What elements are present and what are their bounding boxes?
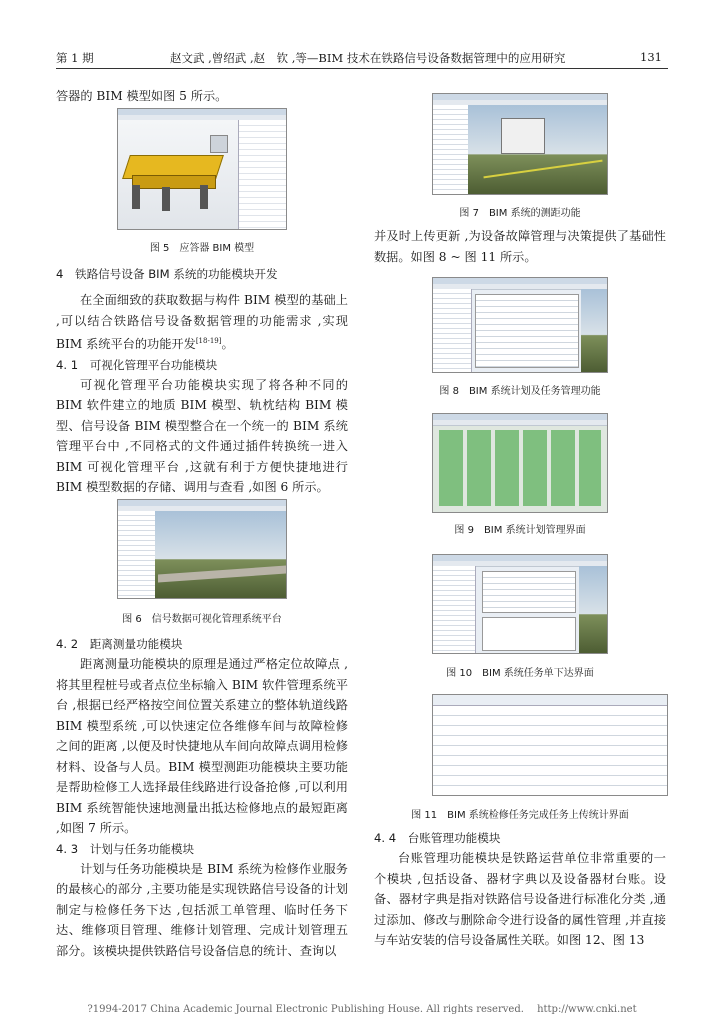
citation-ref: [18-19]	[195, 337, 222, 345]
figure-7-image	[432, 93, 608, 195]
figure-8-caption: 图 8 BIM 系统计划及任务管理功能	[439, 386, 601, 397]
figure-5-caption: 图 5 应答器 BIM 模型	[149, 243, 255, 254]
figure-11-image	[432, 694, 668, 796]
figure-6-caption: 图 6 信号数据可视化管理系统平台	[122, 614, 282, 625]
left-column	[56, 86, 348, 107]
continued-paragraph: 并及时上传更新 ,为设备故障管理与决策提供了基础性数据。如图 8 ~ 图 11 所示。	[374, 229, 666, 264]
left-column-lower	[56, 634, 348, 961]
section-4-text: 在全面细致的获取数据与构件 BIM 模型的基础上 ,可以结合铁路信号设备数据管理的功能需求 ,实现 BIM 系统平台的功能开发	[56, 293, 348, 352]
header-rule	[56, 68, 668, 69]
figure-7-caption: 图 7 BIM 系统的测距功能	[459, 208, 581, 219]
page-number: 131	[640, 50, 662, 64]
section-4-text-end: 。	[221, 337, 234, 352]
figure-10-caption: 图 10 BIM 系统任务单下达界面	[446, 668, 594, 679]
figure-9-caption: 图 9 BIM 系统计划管理界面	[454, 525, 586, 536]
section-4-paragraph	[56, 290, 348, 355]
intro-line: 答器的 BIM 模型如图 5 所示。	[56, 89, 228, 103]
issue-label: 第 1 期	[56, 51, 94, 65]
right-column-top	[374, 226, 666, 267]
section-4-2-paragraph: 距离测量功能模块的原理是通过严格定位故障点 ,将其里程桩号或者点位坐标输入 BIM 软件管理系统平台 ,根据已经严格按空间位置关系建立的整体轨道线路 BIM 模型系统 ,可以快速定位各维修车间与故障检修之间的距离 ,以便及时快捷地从车间向故障点调用检修材料、设备与人员。BIM 模型测距功能模块主要功能是帮助检修工人选择最佳线路进行设备抢修 ,可以利用 BIM 系统智能快速地测量出抵达检修地点的最短距离 ,如图 7 所示。	[56, 657, 348, 835]
section-4-1-paragraph: 可视化管理平台功能模块实现了将各种不同的 BIM 软件建立的地质 BIM 模型、轨枕结构 BIM 模型、信号设备 BIM 模型整合在一个统一的 BIM 系统管理平台中 ,不同格式的文件通过插件转换统一进入 BIM 可视化管理平台 ,这就有利于方便快捷地进行 BIM 模型数据的存储、调用与查看 ,如图 6 所示。	[56, 377, 348, 495]
section-4-3-paragraph: 计划与任务功能模块是 BIM 系统为检修作业服务的最核心的部分 ,主要功能是实现铁路信号设备的计划制定与检修任务下达 ,包括派工单管理、临时任务下达、维修项目管理、维修计划管理、完成计划管理五部分。该模块提供铁路信号设备信息的统计、查询以	[56, 861, 348, 958]
figure-11-caption: 图 11 BIM 系统检修任务完成任务上传统计界面	[411, 810, 629, 821]
figure-9-image	[432, 413, 608, 513]
figure-5-image	[117, 108, 287, 230]
left-column-body	[56, 264, 348, 498]
section-4-4-paragraph: 台账管理功能模块是铁路运营单位非常重要的一个模块 ,包括设备、器材字典以及设备器材台账。设备、器材字典是指对铁路信号设备进行标准化分类 ,通过添加、修改与删除命令进行设备的属性管理 ,并直接与车站安装的信号设备属性关联。如图 12、图 13	[374, 851, 666, 947]
copyright-footer: ?1994-2017 China Academic Journal Electronic Publishing House. All rights reserved. http://www.cnki.net	[87, 1004, 637, 1015]
section-4-3-heading: 4. 3 计划与任务功能模块	[56, 841, 195, 856]
section-4-2-heading: 4. 2 距离测量功能模块	[56, 637, 183, 651]
figure-8-image	[432, 277, 608, 373]
figure-6-image	[117, 499, 287, 599]
section-4-heading: 4 铁路信号设备 BIM 系统的功能模块开发	[56, 267, 278, 281]
running-title: 赵文武 ,曾绍武 ,赵 钦 ,等—BIM 技术在铁路信号设备数据管理中的应用研究	[170, 51, 566, 65]
figure-10-image	[432, 554, 608, 654]
right-column-bottom	[374, 828, 666, 951]
section-4-4-heading: 4. 4 台账管理功能模块	[374, 831, 501, 845]
section-4-1-heading: 4. 1 可视化管理平台功能模块	[56, 357, 218, 372]
